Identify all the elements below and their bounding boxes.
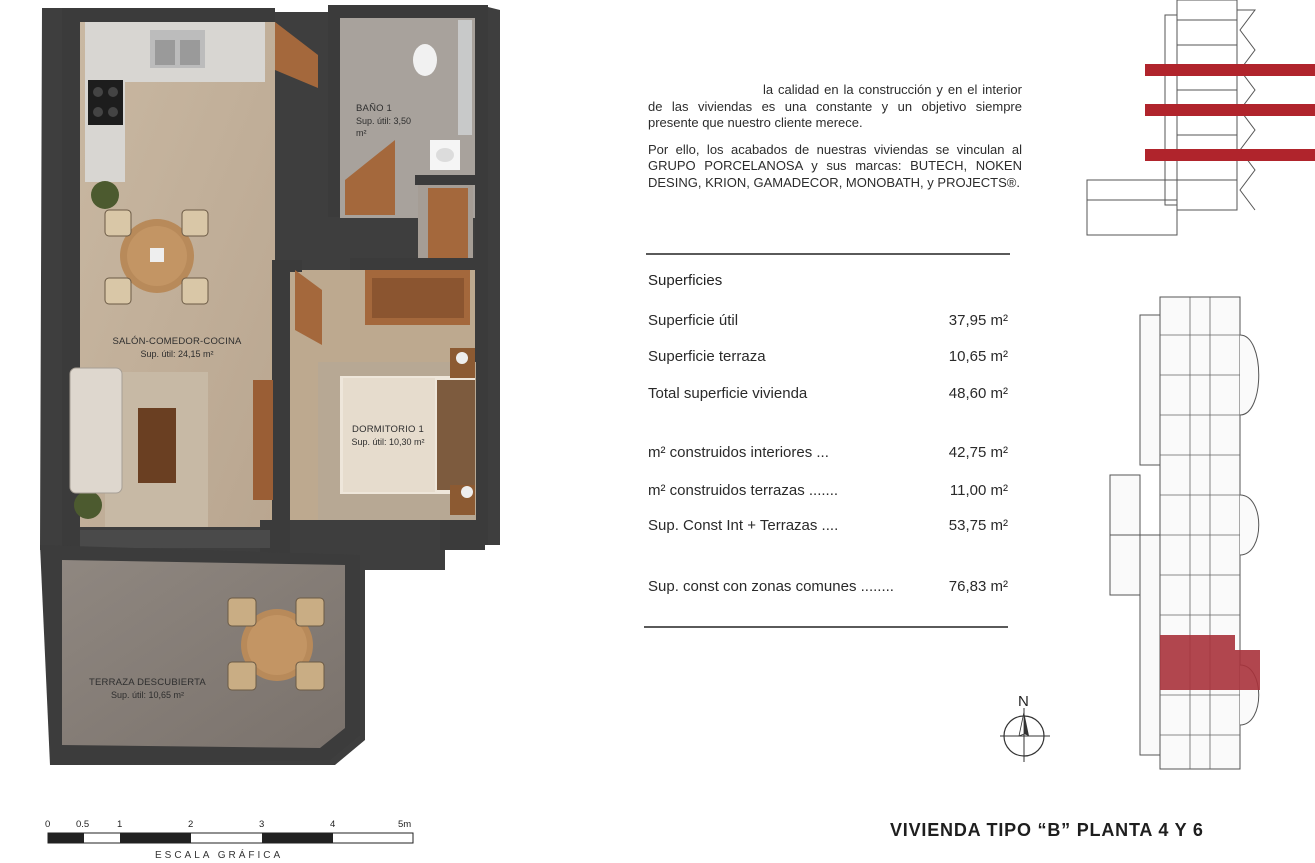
scale-bar [48, 833, 413, 843]
room-label-living [112, 336, 242, 360]
scale-tick: 2 [188, 819, 194, 830]
scale-tick: 1 [117, 819, 123, 830]
surface-row [648, 348, 1008, 365]
room-name: SALÓN-COMEDOR-COCINA [112, 336, 242, 347]
bath-cabinet [428, 188, 468, 258]
plant [91, 181, 119, 209]
surface-row [648, 444, 1008, 461]
room-name: DORMITORIO 1 [352, 424, 424, 435]
scale-tick: 0 [45, 819, 51, 830]
compass-north-label: N [1018, 693, 1029, 710]
room-area: Sup. útil: 10,30 m² [351, 437, 425, 447]
scale-tick: 3 [259, 819, 265, 830]
north-compass-icon [1000, 690, 1052, 762]
surface-label: Superficie terraza [648, 348, 766, 365]
surface-row [648, 385, 1008, 402]
surface-value: 48,60 m² [948, 385, 1008, 402]
divider [644, 626, 1008, 628]
room-area: Sup. útil: 24,15 m² [140, 349, 214, 359]
surface-value: 42,75 m² [948, 444, 1008, 461]
surface-row [648, 482, 1008, 499]
coffee-table [138, 408, 176, 483]
surface-value: 10,65 m² [948, 348, 1008, 365]
surface-label: Total superficie vivienda [648, 385, 808, 402]
room-name: BAÑO 1 [356, 103, 393, 114]
wall-bath-w [328, 5, 340, 217]
key-plan-diagram [1100, 295, 1265, 775]
toilet [413, 44, 437, 76]
room-name: TERRAZA DESCUBIERTA [89, 677, 206, 688]
wall-north [62, 8, 275, 22]
surface-label: Superficie útil [648, 312, 739, 329]
surface-label: Sup. const con zonas comunes ........ [648, 578, 894, 595]
room-label-bathroom [356, 103, 416, 139]
room-area: Sup. útil: 10,65 m² [110, 690, 185, 700]
divider [646, 253, 1010, 255]
cooktop [88, 80, 123, 125]
shower-screen [458, 20, 472, 135]
room-area: Sup. útil: 3,50 m² [356, 116, 412, 138]
scale-tick: 5m [398, 819, 412, 830]
sofa [70, 368, 122, 493]
surface-row [648, 578, 1008, 595]
highlighted-unit [1160, 635, 1260, 690]
surface-label: m² construidos terrazas ....... [648, 482, 839, 499]
scale-tick: 4 [330, 819, 336, 830]
unit-title: VIVIENDA TIPO “B” PLANTA 4 Y 6 [890, 820, 1204, 840]
intro-paragraph: Por ello, los acabados de nuestras viviendas se vinculan al GRUPO PORCELANOSA y sus marcas: BUTECH, NOKEN DESING, KRION, GAMADECOR, MONOBATH, y PROJECTS®. [648, 141, 1022, 190]
scale-tick: 0.5 [76, 819, 90, 830]
scale-caption: ESCALA GRÁFICA [155, 850, 284, 861]
surface-value: 11,00 m² [949, 482, 1008, 499]
surface-value: 53,75 m² [948, 517, 1008, 534]
surface-row [648, 517, 1008, 534]
surfaces-title: Superficies [648, 272, 723, 289]
surface-row [648, 312, 1008, 329]
floor-plan [0, 0, 560, 863]
highlighted-floor-bars [1145, 64, 1315, 161]
surface-value: 37,95 m² [948, 312, 1008, 329]
wall-bedroom-w [272, 260, 290, 530]
surface-value: 76,83 m² [948, 578, 1008, 595]
room-label-terrace [80, 677, 215, 701]
intro-text [648, 82, 1022, 201]
intro-paragraph: la calidad en la construcción y en el interior de las viviendas es una constante y un objetivo siempre presente que nuestro cliente merece. [648, 82, 1022, 130]
surface-label: m² construidos interiores ... [648, 444, 829, 461]
building-section-diagram [1085, 0, 1315, 238]
surface-label: Sup. Const Int + Terrazas .... [648, 517, 839, 534]
room-label-bedroom [338, 424, 438, 448]
tv-unit [253, 380, 273, 500]
wall-east [475, 5, 488, 545]
